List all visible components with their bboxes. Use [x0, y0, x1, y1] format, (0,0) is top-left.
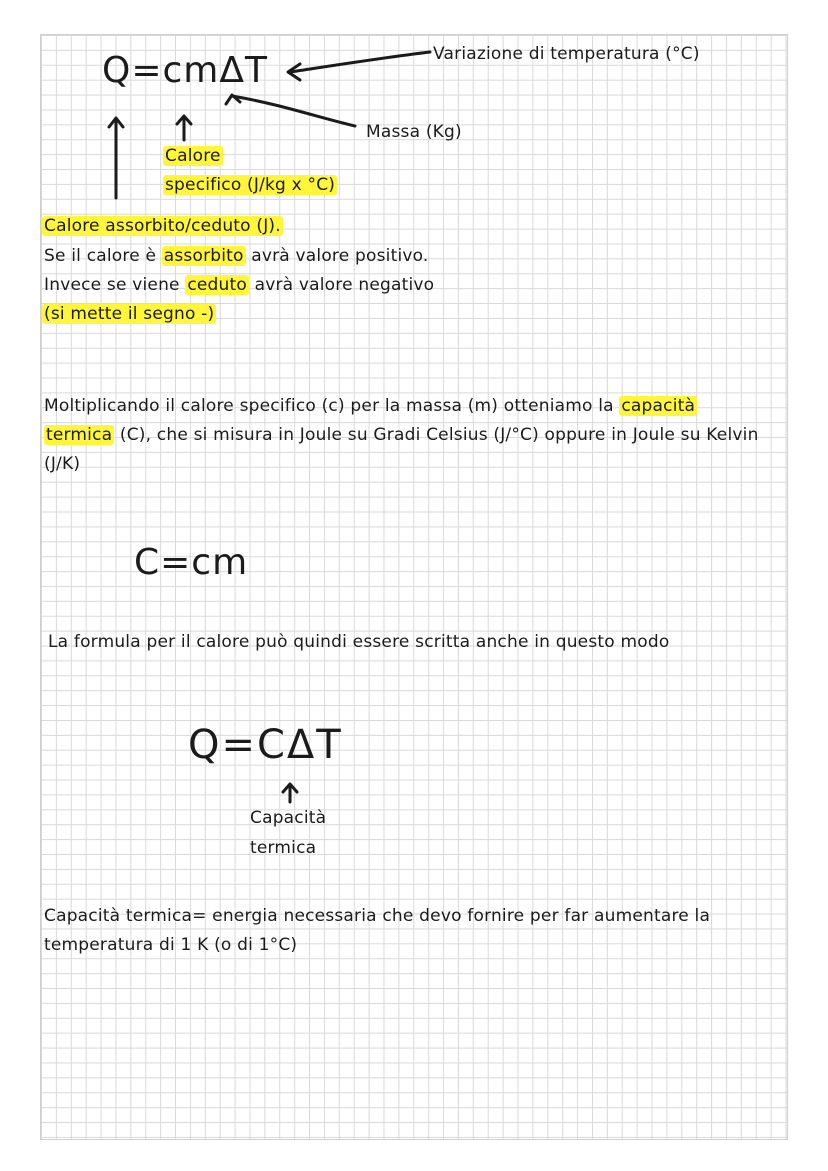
label-specific-heat-line2: specifico (J/kg x °C) — [165, 175, 336, 195]
formula3-intro: La formula per il calore può quindi essere scritta anche in questo modo — [48, 632, 670, 652]
label-mass: Massa (Kg) — [366, 122, 462, 142]
heat-note-line3: Invece se viene ceduto avrà valore negativo — [44, 275, 435, 295]
label-specific-heat-line1: Calore — [165, 146, 221, 166]
formula-heat: Q=cmΔT — [102, 50, 268, 91]
label-capacity-line2: termica — [250, 838, 317, 858]
label-capacity-line1: Capacità — [250, 808, 327, 828]
capacity-paragraph: Moltiplicando il calore specifico (c) per la massa (m) otteniamo la capacità termica (C), che si misura in Joule su Gradi Celsius (J/°C) oppure in Joule su Kelvin (J/K) — [44, 396, 759, 474]
heat-note-line4: (si mette il segno -) — [44, 304, 215, 324]
label-temperature-change: Variazione di temperatura (°C) — [433, 44, 700, 64]
capacity-definition: Capacità termica= energia necessaria che devo fornire per far aumentare la temperatura di 1 K (o di 1°C) — [44, 906, 711, 955]
formula-heat-capacity: Q=CΔT — [188, 722, 343, 768]
heat-note-line2: Se il calore è assorbito avrà valore positivo. — [44, 246, 429, 266]
formula-capacity: C=cm — [134, 542, 249, 583]
grid-paper — [40, 34, 788, 1140]
heat-note-line1: Calore assorbito/ceduto (J). — [44, 216, 281, 236]
